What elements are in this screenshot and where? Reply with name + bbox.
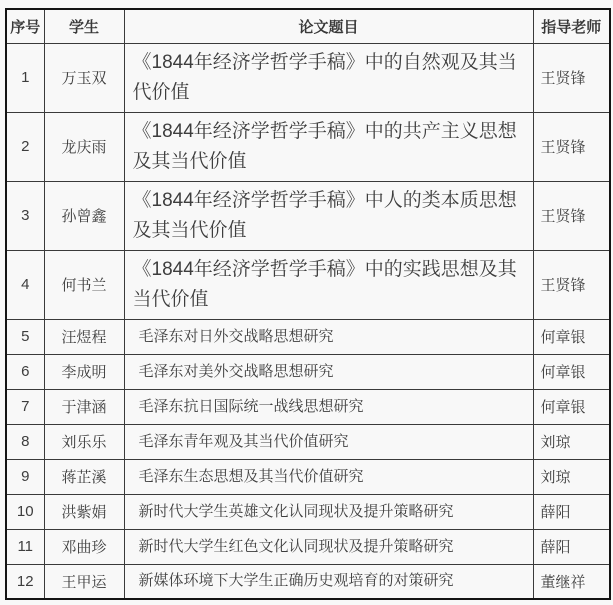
cell-no: 7 [6, 389, 44, 424]
cell-student: 蒋芷溪 [44, 459, 124, 494]
table-row [6, 181, 610, 250]
cell-title: 毛泽东对日外交战略思想研究 [124, 319, 533, 354]
cell-no: 4 [6, 250, 44, 319]
header-student: 学生 [44, 9, 124, 43]
cell-advisor: 董继祥 [533, 564, 610, 599]
cell-student: 王甲运 [44, 564, 124, 599]
cell-student: 李成明 [44, 354, 124, 389]
cell-student: 于津涵 [44, 389, 124, 424]
cell-advisor: 何章银 [533, 354, 610, 389]
cell-student: 万玉双 [44, 43, 124, 112]
header-row [6, 9, 610, 43]
cell-title: 毛泽东抗日国际统一战线思想研究 [124, 389, 533, 424]
cell-no: 12 [6, 564, 44, 599]
cell-title: 新媒体环境下大学生正确历史观培育的对策研究 [124, 564, 533, 599]
table-row [6, 494, 610, 529]
cell-title: 《1844年经济学哲学手稿》中的自然观及其当代价值 [124, 43, 533, 112]
cell-no: 5 [6, 319, 44, 354]
header-advisor: 指导老师 [533, 9, 610, 43]
table-row [6, 564, 610, 599]
cell-title: 《1844年经济学哲学手稿》中的实践思想及其当代价值 [124, 250, 533, 319]
cell-title: 毛泽东对美外交战略思想研究 [124, 354, 533, 389]
cell-advisor: 刘琼 [533, 459, 610, 494]
cell-advisor: 王贤锋 [533, 112, 610, 181]
cell-title: 新时代大学生英雄文化认同现状及提升策略研究 [124, 494, 533, 529]
header-title: 论文题目 [124, 9, 533, 43]
thesis-assignment-table [5, 8, 611, 600]
table-row [6, 424, 610, 459]
cell-advisor: 薛阳 [533, 529, 610, 564]
cell-title: 新时代大学生红色文化认同现状及提升策略研究 [124, 529, 533, 564]
cell-student: 何书兰 [44, 250, 124, 319]
cell-title: 《1844年经济学哲学手稿》中人的类本质思想及其当代价值 [124, 181, 533, 250]
cell-no: 3 [6, 181, 44, 250]
cell-no: 10 [6, 494, 44, 529]
table-row [6, 354, 610, 389]
cell-no: 2 [6, 112, 44, 181]
cell-advisor: 何章银 [533, 319, 610, 354]
table-row [6, 319, 610, 354]
table-row [6, 112, 610, 181]
table-row [6, 389, 610, 424]
cell-advisor: 王贤锋 [533, 250, 610, 319]
cell-advisor: 王贤锋 [533, 181, 610, 250]
cell-advisor: 何章银 [533, 389, 610, 424]
cell-advisor: 王贤锋 [533, 43, 610, 112]
table-row [6, 43, 610, 112]
cell-title: 毛泽东生态思想及其当代价值研究 [124, 459, 533, 494]
table-body [6, 43, 610, 599]
table-row [6, 250, 610, 319]
cell-student: 洪紫娟 [44, 494, 124, 529]
cell-student: 汪煜程 [44, 319, 124, 354]
cell-no: 9 [6, 459, 44, 494]
cell-student: 邓曲珍 [44, 529, 124, 564]
cell-title: 《1844年经济学哲学手稿》中的共产主义思想及其当代价值 [124, 112, 533, 181]
header-no: 序号 [6, 9, 44, 43]
cell-student: 龙庆雨 [44, 112, 124, 181]
cell-advisor: 刘琼 [533, 424, 610, 459]
cell-title: 毛泽东青年观及其当代价值研究 [124, 424, 533, 459]
cell-no: 11 [6, 529, 44, 564]
table-header [6, 9, 610, 43]
table-row [6, 459, 610, 494]
cell-no: 1 [6, 43, 44, 112]
table-row [6, 529, 610, 564]
cell-student: 孙曾鑫 [44, 181, 124, 250]
cell-student: 刘乐乐 [44, 424, 124, 459]
cell-no: 8 [6, 424, 44, 459]
cell-no: 6 [6, 354, 44, 389]
cell-advisor: 薛阳 [533, 494, 610, 529]
